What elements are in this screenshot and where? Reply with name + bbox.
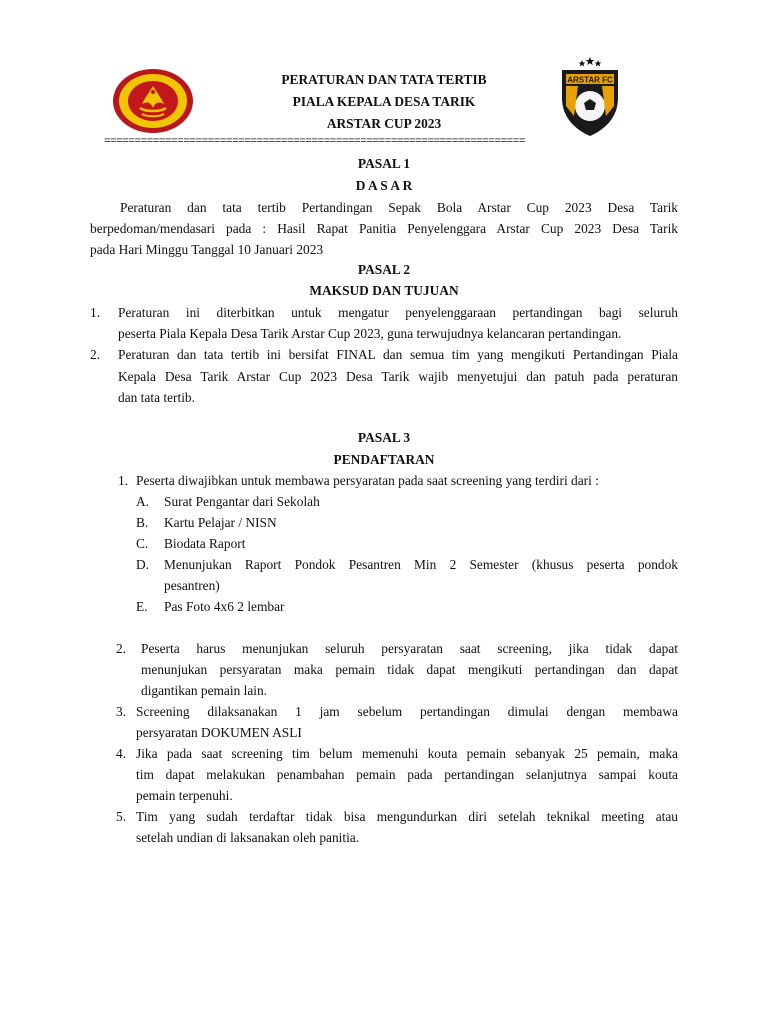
- list-item-number: 3.: [116, 704, 127, 719]
- document-title-line-2: PIALA KEPALA DESA TARIK: [292, 94, 476, 109]
- pasal-2-heading: PASAL 2: [357, 262, 411, 277]
- list-item-line: Jika pada saat screening tim belum memenuhi kouta pemain sebanyak 25 pemain, maka: [136, 746, 678, 761]
- sublist-item: Biodata Raport: [164, 536, 246, 551]
- logo-label: ARSTAR FC: [567, 75, 613, 85]
- list-item-line: Peraturan dan tata tertib ini bersifat FINAL dan semua tim yang mengikuti Pertandingan Piala: [118, 347, 678, 362]
- pasal-1-paragraph-line: berpedoman/mendasari pada : Hasil Rapat Panitia Penyelenggara Arstar Cup 2023 Desa Tarik: [90, 221, 678, 236]
- list-item-number: 1.: [118, 473, 129, 488]
- sublist-item: Surat Pengantar dari Sekolah: [164, 494, 320, 509]
- list-item-number: 2.: [90, 347, 101, 362]
- list-item-line: digantikan pemain lain.: [141, 683, 268, 698]
- list-item-line: peserta Piala Kepala Desa Tarik Arstar Cup 2023, guna terwujudnya kelancaran pertandingan.: [118, 326, 622, 341]
- sublist-item: Pas Foto 4x6 2 lembar: [164, 599, 285, 614]
- pasal-2-subheading: MAKSUD DAN TUJUAN: [309, 283, 459, 298]
- list-item-number: 2.: [116, 641, 127, 656]
- list-item-number: 1.: [90, 305, 101, 320]
- document-title-line-3: ARSTAR CUP 2023: [326, 116, 442, 131]
- list-item-number: 4.: [116, 746, 127, 761]
- list-item-line: dan tata tertib.: [118, 390, 195, 405]
- pasal-3-heading: PASAL 3: [357, 430, 411, 445]
- list-item-line: tim dapat melakukan penambahan pemain pada pertandingan selanjutnya sampai kouta: [136, 767, 678, 782]
- sublist-letter: D.: [136, 557, 150, 572]
- sublist-letter: A.: [136, 494, 150, 509]
- pasal-1-subheading: D A S A R: [355, 178, 413, 193]
- sublist-letter: B.: [136, 515, 149, 530]
- pasal-1-heading: PASAL 1: [357, 156, 411, 171]
- list-item-line: Peserta diwajibkan untuk membawa persyaratan pada saat screening yang terdiri dari :: [136, 473, 599, 488]
- list-item-line: pemain terpenuhi.: [136, 788, 233, 803]
- sublist-item: Kartu Pelajar / NISN: [164, 515, 277, 530]
- pasal-3-subheading: PENDAFTARAN: [333, 452, 435, 467]
- list-item-line: Peserta harus menunjukan seluruh persyaratan saat screening, jika tidak dapat: [141, 641, 678, 656]
- pasal-1-paragraph-line: pada Hari Minggu Tanggal 10 Januari 2023: [90, 242, 324, 257]
- sublist-letter: C.: [136, 536, 149, 551]
- list-item-line: Tim yang sudah terdaftar tidak bisa mengundurkan diri setelah teknikal meeting atau: [136, 809, 678, 824]
- list-item-line: Screening dilaksanakan 1 jam sebelum pertandingan dimulai dengan membawa: [136, 704, 678, 719]
- list-item-line: Kepala Desa Tarik Arstar Cup 2023 Desa Tarik wajib menyetujui dan patuh pada peraturan: [118, 369, 678, 384]
- sublist-letter: E.: [136, 599, 148, 614]
- header-separator: =====================================================================: [104, 136, 525, 148]
- pasal-1-paragraph-line: Peraturan dan tata tertib Pertandingan Sepak Bola Arstar Cup 2023 Desa Tarik: [120, 200, 678, 215]
- list-item-line: menunjukan persyaratan maka pemain tidak dapat mengikuti pertandingan dan dapat: [141, 662, 678, 677]
- sublist-item: pesantren): [164, 578, 220, 593]
- list-item-line: setelah undian di laksanakan oleh panitia.: [136, 830, 360, 845]
- sublist-item: Menunjukan Raport Pondok Pesantren Min 2 Semester (khusus peserta pondok: [164, 557, 678, 572]
- document-title-line-1: PERATURAN DAN TATA TERTIB: [281, 72, 487, 87]
- list-item-number: 5.: [116, 809, 127, 824]
- list-item-line: persyaratan DOKUMEN ASLI: [136, 725, 302, 740]
- list-item-line: Peraturan ini diterbitkan untuk mengatur penyelenggaraan pertandingan bagi seluruh: [118, 305, 678, 320]
